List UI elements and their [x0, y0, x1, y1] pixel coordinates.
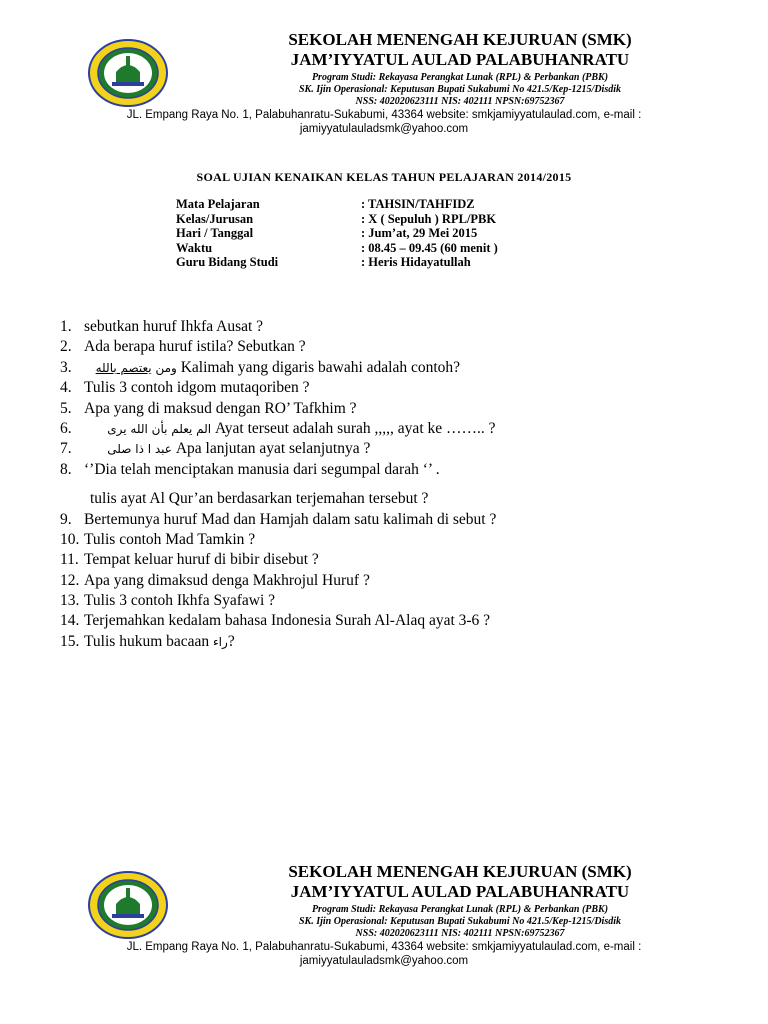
- question-text: Tempat keluar huruf di bibir disebut ?: [84, 551, 319, 569]
- info-row: [176, 212, 596, 227]
- question-number: 2.: [60, 338, 72, 356]
- exam-info: [176, 197, 596, 270]
- question-text: ‘’Dia telah menciptakan manusia dari segumpal darah ‘’ .: [84, 460, 440, 478]
- school-name-line2: JAM’IYYATUL AULAD PALABUHANRATU: [290, 50, 630, 69]
- question-text: Tulis 3 contoh Ikhfa Syafawi ?: [84, 592, 276, 610]
- info-value: : X ( Sepuluh ) RPL/PBK: [361, 211, 497, 226]
- question-number: 1.: [60, 318, 72, 335]
- question-number: 9.: [60, 510, 72, 528]
- email-line: jamiyyatulauladsmk@yahoo.com: [299, 123, 469, 135]
- info-label: Waktu: [176, 240, 213, 255]
- question-text-wrap: [84, 359, 460, 377]
- info-label: Hari / Tanggal: [176, 226, 254, 240]
- question-text-wrap: [84, 633, 235, 651]
- question-text: Ada berapa huruf istila? Sebutkan ?: [84, 338, 306, 356]
- info-row: [176, 241, 596, 256]
- arabic-text: عبد ا ذا صلى: [107, 442, 172, 457]
- question-text: Apa yang dimaksud denga Makhrojul Huruf ?: [84, 571, 370, 589]
- email-line: jamiyyatulauladsmk@yahoo.com: [299, 955, 469, 967]
- question-text-end: ?: [227, 632, 235, 650]
- question-text: Kalimah yang digaris bawahi adalah contoh?: [176, 358, 461, 376]
- school-name-line1: SEKOLAH MENENGAH KEJURUAN (SMK): [288, 862, 632, 881]
- info-row: [176, 226, 596, 241]
- question-number: 4.: [60, 379, 72, 397]
- arabic-plain: ومن: [151, 360, 177, 375]
- question-text: Apa lanjutan ayat selanjutnya ?: [171, 440, 371, 458]
- arabic-text: الم يعلم بأن الله يرى: [107, 421, 212, 436]
- info-value: : Heris Hidayatullah: [361, 255, 471, 269]
- info-label: Mata Pelajaran: [176, 197, 260, 211]
- question-number: 14.: [60, 612, 80, 630]
- question-number: 12.: [60, 571, 80, 589]
- info-row: [176, 197, 596, 212]
- question-text: Ayat terseut adalah surah ,,,,, ayat ke …….. ?: [211, 419, 496, 437]
- school-name-line2: JAM’IYYATUL AULAD PALABUHANRATU: [290, 882, 630, 901]
- school-logo-icon: [88, 38, 168, 108]
- question-number: 11.: [60, 551, 79, 569]
- info-row: [176, 255, 596, 270]
- sk-line: SK. Ijin Operasional: Keputusan Bupati Sukabumi No 421.5/Kep-1215/Disdik: [298, 916, 621, 927]
- info-value: : 08.45 – 09.45 (60 menit ): [361, 240, 498, 255]
- question-text-wrap: [84, 420, 496, 438]
- question-text: Tulis 3 contoh idgom mutaqoriben ?: [84, 379, 310, 397]
- arabic-underlined: يعتصم بالله: [95, 360, 152, 375]
- info-label: Kelas/Jurusan: [176, 211, 254, 226]
- question-text: tulis ayat Al Qur’an berdasarkan terjemahan tersebut ?: [90, 490, 429, 508]
- address-line: JL. Empang Raya No. 1, Palabuhanratu-Sukabumi, 43364 website: smkjamiyyatulaulad.com, e-mail :: [126, 109, 642, 121]
- nss-line: NSS: 402020623111 NIS: 402111 NPSN:69752367: [355, 96, 565, 107]
- arabic-text: [96, 361, 177, 375]
- address-line: JL. Empang Raya No. 1, Palabuhanratu-Sukabumi, 43364 website: smkjamiyyatulaulad.com, e-mail :: [126, 941, 642, 953]
- nss-line: NSS: 402020623111 NIS: 402111 NPSN:69752367: [355, 928, 565, 939]
- question-number: 3.: [60, 358, 72, 376]
- question-text: sebutkan huruf Ihkfa Ausat ?: [84, 318, 264, 335]
- arabic-text: راء: [213, 634, 228, 649]
- question-text-wrap: [84, 440, 370, 458]
- sk-line: SK. Ijin Operasional: Keputusan Bupati Sukabumi No 421.5/Kep-1215/Disdik: [298, 84, 621, 95]
- school-name-line1: SEKOLAH MENENGAH KEJURUAN (SMK): [288, 30, 632, 49]
- question-text: Terjemahkan kedalam bahasa Indonesia Surah Al-Alaq ayat 3-6 ?: [84, 612, 491, 630]
- school-logo-icon: [88, 870, 168, 940]
- program-line: Program Studi: Rekayasa Perangkat Lunak (RPL) & Perbankan (PBK): [311, 904, 609, 915]
- question-number: 8.: [60, 460, 72, 478]
- question-number: 6.: [60, 419, 72, 437]
- question-text: Bertemunya huruf Mad dan Hamjah dalam satu kalimah di sebut ?: [84, 510, 497, 528]
- question-text: Apa yang di maksud dengan RO’ Tafkhim ?: [84, 399, 357, 417]
- question-number: 13.: [60, 592, 80, 610]
- question-number: 10.: [60, 530, 80, 548]
- letterhead-bottom: [0, 862, 768, 972]
- info-value: : Jum’at, 29 Mei 2015: [361, 226, 478, 240]
- question-number: 15.: [60, 632, 80, 650]
- question-number: 5.: [60, 399, 72, 417]
- question-text: Tulis contoh Mad Tamkin ?: [84, 530, 256, 548]
- info-value: : TAHSIN/TAHFIDZ: [361, 197, 475, 211]
- letterhead-top: [0, 30, 768, 140]
- question-text: Tulis hukum bacaan: [84, 632, 214, 650]
- program-line: Program Studi: Rekayasa Perangkat Lunak (RPL) & Perbankan (PBK): [311, 72, 609, 83]
- question-number: 7.: [60, 440, 72, 458]
- exam-title: SOAL UJIAN KENAIKAN KELAS TAHUN PELAJARAN 2014/2015: [196, 170, 572, 184]
- info-label: Guru Bidang Studi: [176, 255, 279, 269]
